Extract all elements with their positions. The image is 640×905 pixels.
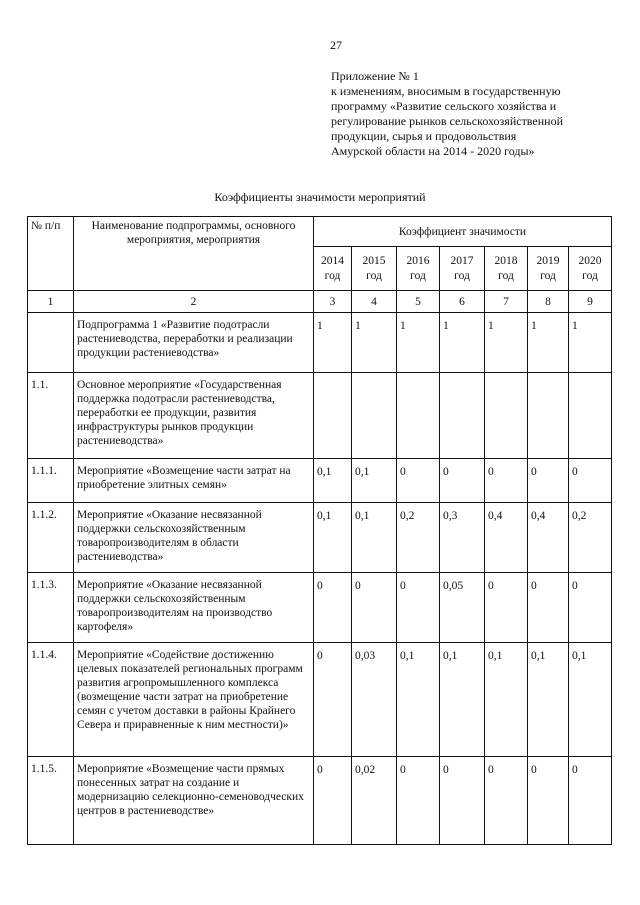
appendix-line: регулирование рынков сельскохозяйственной [331,114,563,128]
header-year-unit: год [454,269,470,282]
row-value: 0 [397,459,440,503]
row-value: 0 [352,573,397,643]
header-year [440,247,485,291]
row-name: Мероприятие «Возмещение части прямых понесенных затрат на создание и модернизацию селекционно-семеноводческих центров в растениеводстве» [74,757,314,845]
row-value: 1 [485,313,528,373]
header-year-value: 2017 [450,254,474,267]
row-value: 0,1 [352,503,397,573]
row-value [314,373,352,459]
row-number: 1.1. [28,373,74,459]
row-value: 1 [528,313,569,373]
row-value: 0,2 [569,503,612,573]
row-value [352,373,397,459]
row-value [440,373,485,459]
row-number: 1.1.2. [28,503,74,573]
header-year-unit: год [582,269,598,282]
table-row [28,573,612,643]
row-number: 1.1.4. [28,643,74,757]
row-value [528,373,569,459]
row-value: 0 [528,459,569,503]
row-value: 0 [314,757,352,845]
header-year-unit: год [324,269,341,282]
row-value: 0 [397,757,440,845]
row-value: 0,1 [528,643,569,757]
column-number: 9 [569,291,612,313]
row-value [397,373,440,459]
row-value: 0,1 [314,459,352,503]
row-value: 1 [569,313,612,373]
row-value: 0 [485,757,528,845]
header-year [485,247,528,291]
row-value: 0 [569,459,612,503]
header-year-value: 2020 [578,254,602,267]
column-number: 4 [352,291,397,313]
table-row [28,459,612,503]
coefficients-table [27,216,612,845]
header-year [569,247,612,291]
row-name: Мероприятие «Оказание несвязанной поддержки сельскохозяйственным товаропроизводителям на производство картофеля» [74,573,314,643]
header-year [352,247,397,291]
row-value: 0 [485,573,528,643]
row-value: 0,1 [485,643,528,757]
row-value: 0,3 [440,503,485,573]
table-row [28,643,612,757]
column-number: 3 [314,291,352,313]
row-name: Основное мероприятие «Государственная поддержка подотрасли растениеводства, переработки ее продукции, развития инфраструктуры рынков продукции растениеводства» [74,373,314,459]
table-row [28,313,612,373]
row-value: 0,1 [397,643,440,757]
appendix-line: программу «Развитие сельского хозяйства и [331,99,557,113]
row-value: 0,1 [352,459,397,503]
row-number: 1.1.3. [28,573,74,643]
row-name: Мероприятие «Возмещение части затрат на приобретение элитных семян» [74,459,314,503]
table-row [28,757,612,845]
row-value: 1 [352,313,397,373]
column-number: 5 [397,291,440,313]
row-value [485,373,528,459]
row-value: 0,03 [352,643,397,757]
row-value: 0 [528,757,569,845]
header-year-unit: год [498,269,514,282]
header-year-value: 2016 [406,254,430,267]
row-value: 0,2 [397,503,440,573]
column-number: 2 [74,291,314,313]
row-value: 0,4 [528,503,569,573]
row-value: 0 [440,459,485,503]
row-value: 0 [440,757,485,845]
row-number [28,313,74,373]
row-value: 0,1 [314,503,352,573]
table-row [28,373,612,459]
appendix-line: Амурской области на 2014 - 2020 годы» [331,144,535,158]
header-year-value: 2014 [321,254,344,267]
appendix-line: продукции, сырья и продовольствия [331,129,517,143]
row-value: 1 [397,313,440,373]
header-year [314,247,352,291]
header-year-value: 2015 [362,254,386,267]
appendix-line: Приложение № 1 [331,69,419,83]
row-value: 0 [397,573,440,643]
row-name: Подпрограмма 1 «Развитие подотрасли растениеводства, переработки и реализации продукции растениеводства» [74,313,314,373]
table-title: Коэффициенты значимости мероприятий [214,190,426,204]
column-number: 8 [528,291,569,313]
row-value: 1 [440,313,485,373]
row-name: Мероприятие «Оказание несвязанной поддержки сельскохозяйственным товаропроизводителям в области растениеводства» [74,503,314,573]
header-year-value: 2018 [494,254,518,267]
header-year-unit: год [540,269,556,282]
row-value: 1 [314,313,352,373]
row-value: 0 [569,757,612,845]
header-name: Наименование подпрограммы, основного мероприятия, мероприятия [74,217,314,291]
header-year [397,247,440,291]
row-number: 1.1.5. [28,757,74,845]
row-value: 0 [314,643,352,757]
row-number: 1.1.1. [28,459,74,503]
row-value: 0 [314,573,352,643]
row-value: 0 [569,573,612,643]
row-value: 0 [528,573,569,643]
row-value: 0,1 [569,643,612,757]
table-row [28,503,612,573]
row-name: Мероприятие «Содействие достижению целевых показателей региональных программ развития агропромышленного комплекса (возмещение части затрат на приобретение семян с учетом доставки в районы Крайнего Севера и приравненные к ним местности)» [74,643,314,757]
appendix-line: к изменениям, вносимым в государственную [331,84,561,98]
page-number: 27 [330,38,342,52]
column-number: 6 [440,291,485,313]
row-value: 0,05 [440,573,485,643]
row-value: 0,02 [352,757,397,845]
column-number: 7 [485,291,528,313]
header-year-value: 2019 [536,254,560,267]
header-num: № п/п [28,217,74,291]
header-year-unit: год [366,269,382,282]
column-number: 1 [28,291,74,313]
appendix-header [331,69,621,159]
row-value: 0 [485,459,528,503]
row-value: 0,4 [485,503,528,573]
header-year-unit: год [410,269,426,282]
header-year [528,247,569,291]
row-value [569,373,612,459]
row-value: 0,1 [440,643,485,757]
header-coef: Коэффициент значимости [314,217,612,247]
